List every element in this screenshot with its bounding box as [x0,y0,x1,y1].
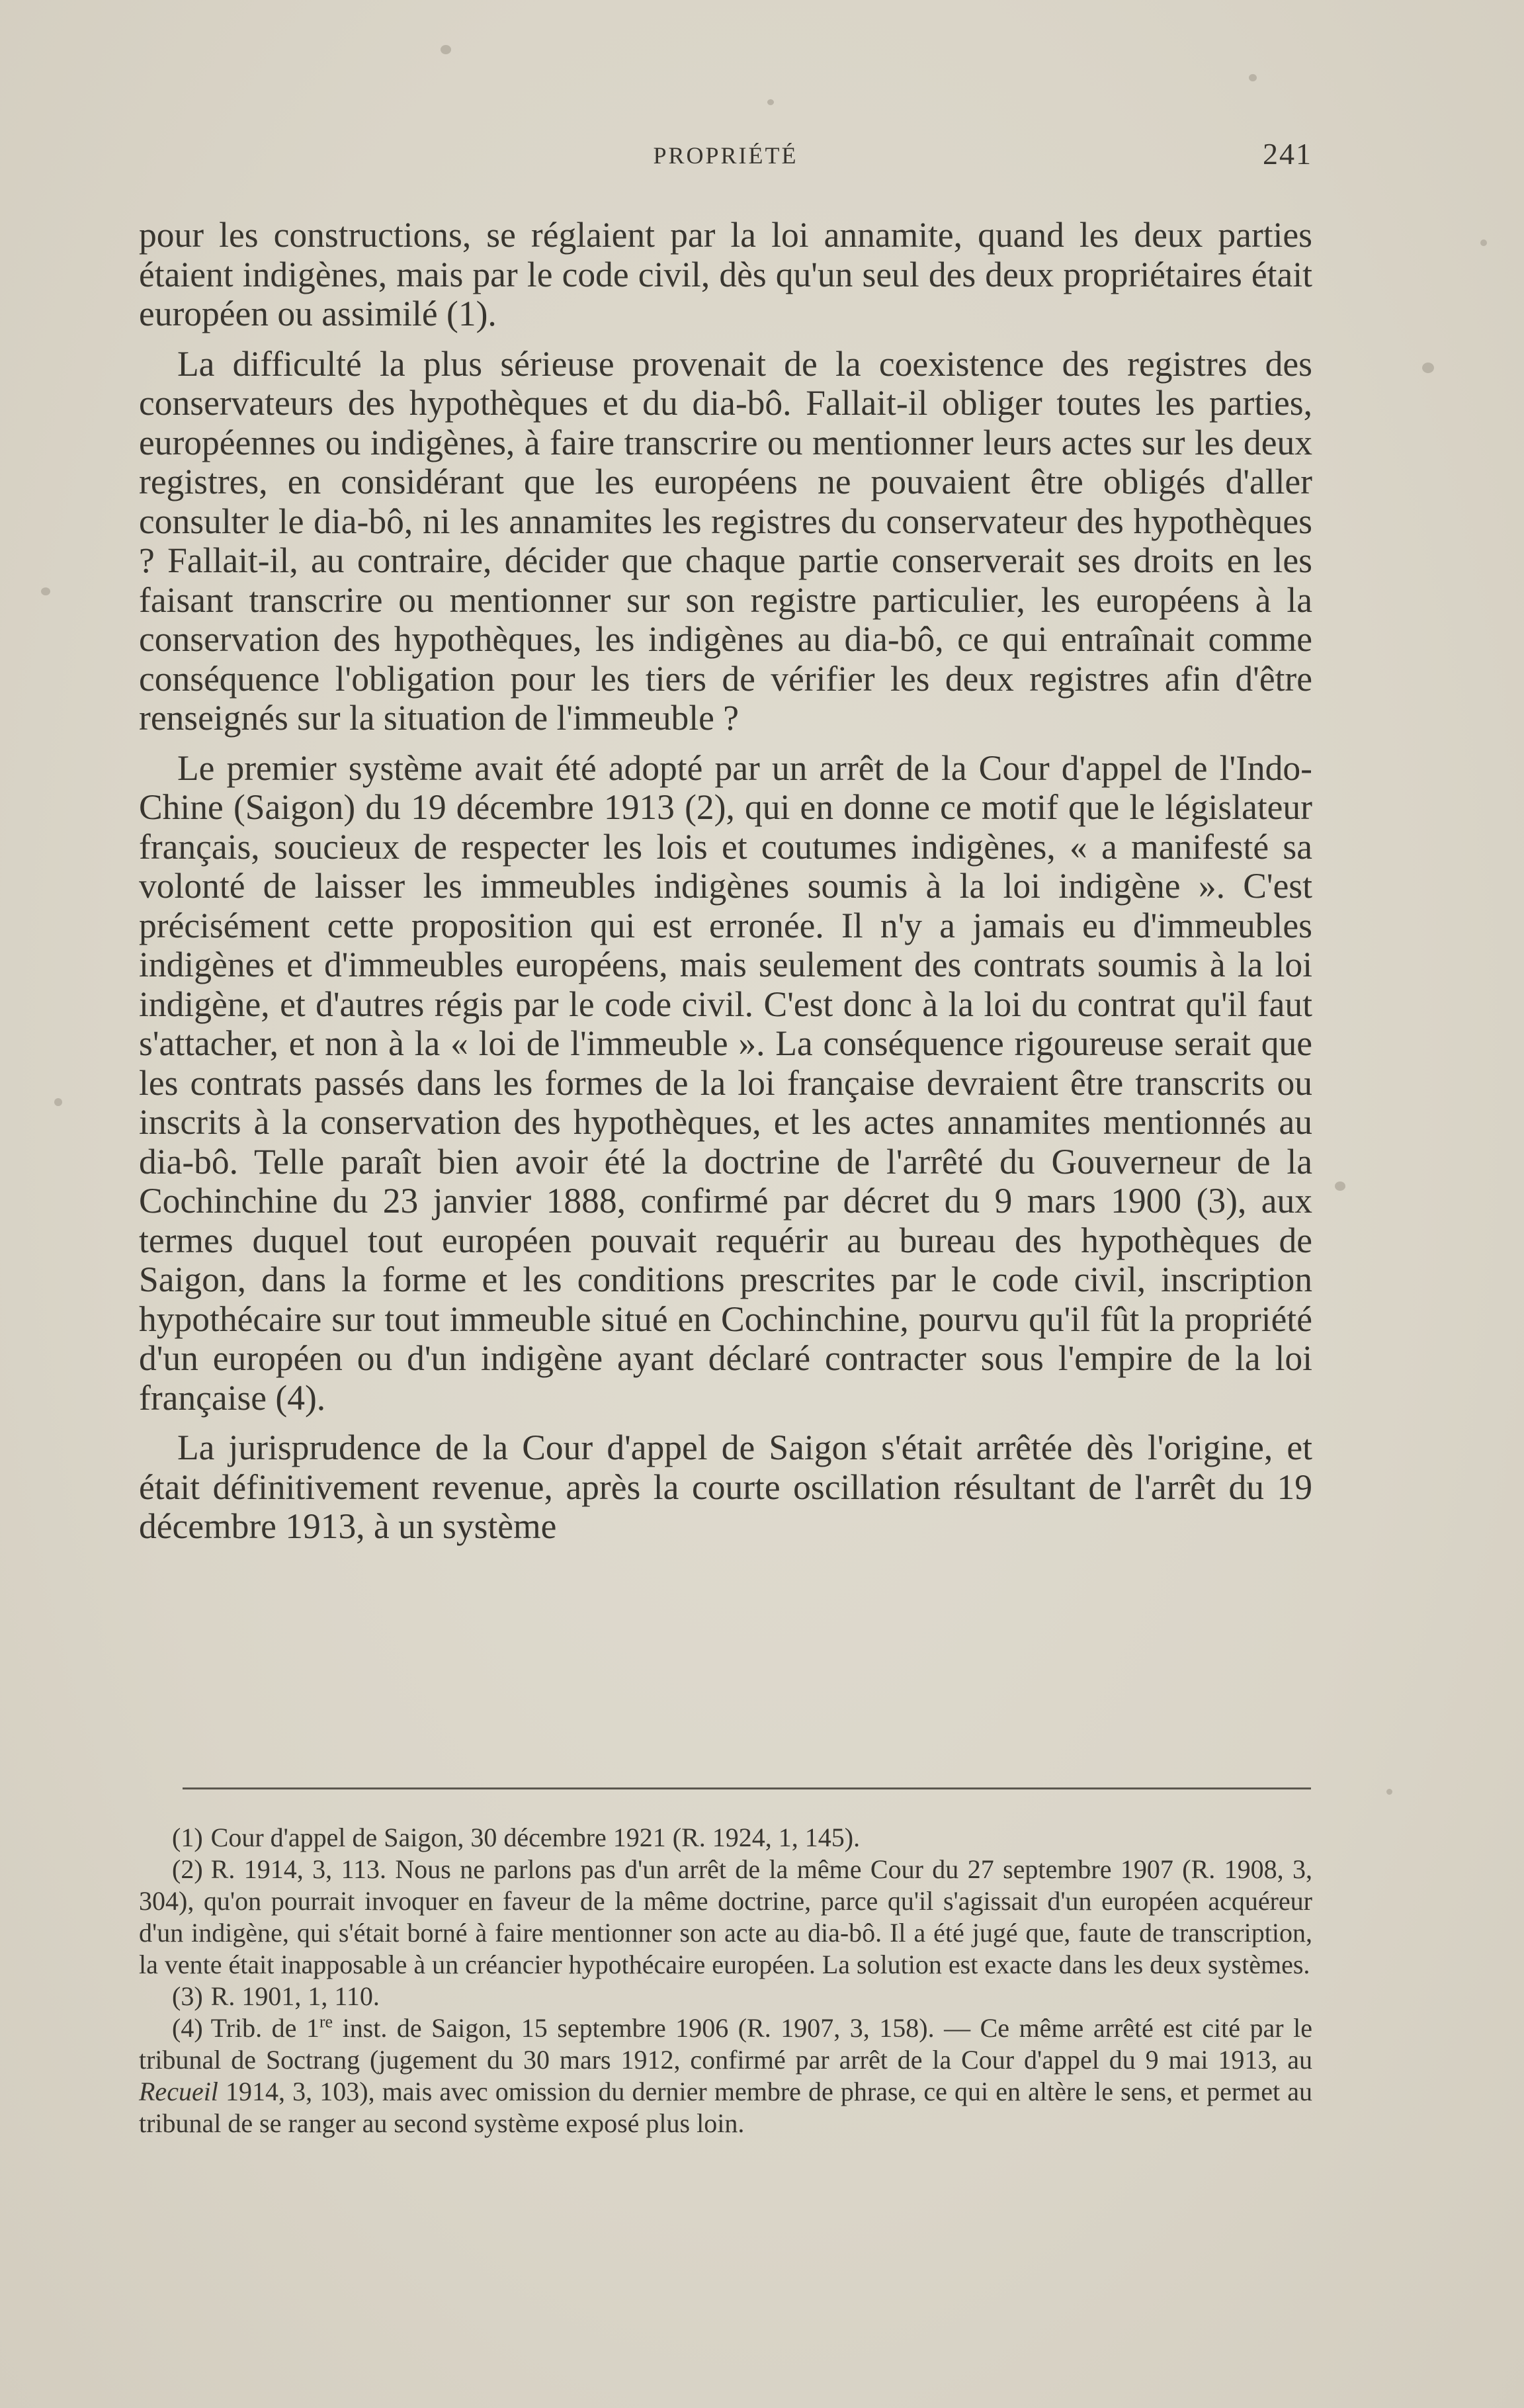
footnote [139,1822,1312,1854]
running-header [139,136,1312,176]
footnote-text: R. 1901, 1, 110. [210,1981,380,2011]
paragraph: pour les constructions, se réglaient par la loi annamite, quand les deux parties étaient indigènes, mais par le code civil, dès qu'un seul des deux propriétaires était européen ou assimilé (1). [139,215,1312,333]
footnote-mark: (1) [172,1823,203,1852]
paper-speck [54,1098,62,1106]
page-number: 241 [1263,137,1312,171]
paper-speck [41,587,50,595]
paper-speck [767,99,774,105]
paragraph: Le premier système avait été adopté par un arrêt de la Cour d'appel de l'Indo-Chine (Saigon) du 19 décembre 1913 (2), qui en donne ce motif que le législateur français, soucieux de respecter les lois et coutumes indigènes, « a manifesté sa volonté de laisser les immeubles indigènes soumis à la loi indigène ». C'est précisément cette proposition qui est erronée. Il n'y a jamais eu d'immeubles indigènes et d'immeubles européens, mais seulement des contrats soumis à la loi indigène, et d'autres régis par le code civil. C'est donc à la loi du contrat qu'il faut s'attacher, et non à la « loi de l'immeuble ». La conséquence rigoureuse serait que les contrats passés dans les formes de la loi française devraient être transcrits ou inscrits à la conservation des hypothèques, et les actes annamites mentionnés au dia-bô. Telle paraît bien avoir été la doctrine de l'arrêté du Gouverneur de la Cochinchine du 23 janvier 1888, confirmé par décret du 9 mars 1900 (3), aux termes duquel tout européen pouvait requérir au bureau des hypothèques de Saigon, dans la forme et les conditions prescrites par le code civil, inscription hypothécaire sur tout immeuble situé en Cochinchine, pourvu qu'il fût la propriété d'un européen ou d'un indigène ayant déclaré contracter sous l'empire de la loi française (4). [139,748,1312,1418]
paper-speck [1335,1182,1345,1191]
footnotes [139,1822,1312,2139]
running-title: PROPRIÉTÉ [653,142,798,169]
paper-speck [1422,363,1434,373]
main-text [139,216,1312,1557]
recueil-title: Recueil [139,2077,218,2106]
footnote-mark: (2) [172,1854,203,1884]
paper-speck [441,45,451,54]
footnote-separator [183,1787,1311,1789]
paragraph: La difficulté la plus sérieuse provenait de la coexistence des registres des conservateurs des hypothèques et du dia-bô. Fallait-il obliger toutes les parties, européennes ou indigènes, à faire transcrire ou mentionner leurs actes sur les deux registres, en considérant que les européens ne pouvaient être obligés d'aller consulter le dia-bô, ni les annamites les registres du conservateur des hypothèques ? Fallait-il, au contraire, décider que chaque partie conserverait ses droits en les faisant transcrire ou mentionner sur son registre particulier, les européens à la conservation des hypothèques, les indigènes au dia-bô, ce qui entraînait comme conséquence l'obligation pour les tiers de vérifier les deux registres afin d'être renseignés sur la situation de l'immeuble ? [139,343,1312,738]
paper-speck [1480,239,1487,246]
paper-speck [1249,74,1257,81]
paper-speck [1386,1789,1392,1795]
footnote-text-part: Trib. de 1 [210,2013,319,2043]
superscript: re [319,2012,333,2032]
footnote-text [139,2013,1312,2138]
footnote [139,2012,1312,2139]
footnote-text-part: inst. de Saigon, 15 septembre 1906 (R. 1907, 3, 158). — Ce même arrêté est cité par le tribunal de Soctrang (jugement du 30 mars 1912, confirmé par arrêt de la Cour d'appel du 9 mai 1913, au [139,2013,1312,2075]
footnote [139,1854,1312,1981]
footnote-text: Cour d'appel de Saigon, 30 décembre 1921 (R. 1924, 1, 145). [210,1823,861,1852]
footnote-text: R. 1914, 3, 113. Nous ne parlons pas d'un arrêt de la même Cour du 27 septembre 1907 (R. 1908, 3, 304), qu'on pourrait invoquer en faveur de la même doctrine, parce qu'il s'agissait d'un européen acquéreur d'un indigène, qui s'était borné à faire mentionner son acte au dia-bô. Il a été jugé que, faute de transcription, la vente était inapposable à un créancier hypothécaire européen. La solution est exacte dans les deux systèmes. [139,1854,1312,1979]
footnote [139,1981,1312,2012]
footnote-text-part: 1914, 3, 103), mais avec omission du dernier membre de phrase, ce qui en altère le sens, et permet au tribunal de se ranger au second système exposé plus loin. [139,2077,1312,2138]
footnote-mark: (4) [172,2013,203,2043]
footnote-mark: (3) [172,1981,203,2011]
paragraph: La jurisprudence de la Cour d'appel de Saigon s'était arrêtée dès l'origine, et était définitivement revenue, après la courte oscillation résultant de l'arrêt du 19 décembre 1913, à un système [139,1428,1312,1546]
